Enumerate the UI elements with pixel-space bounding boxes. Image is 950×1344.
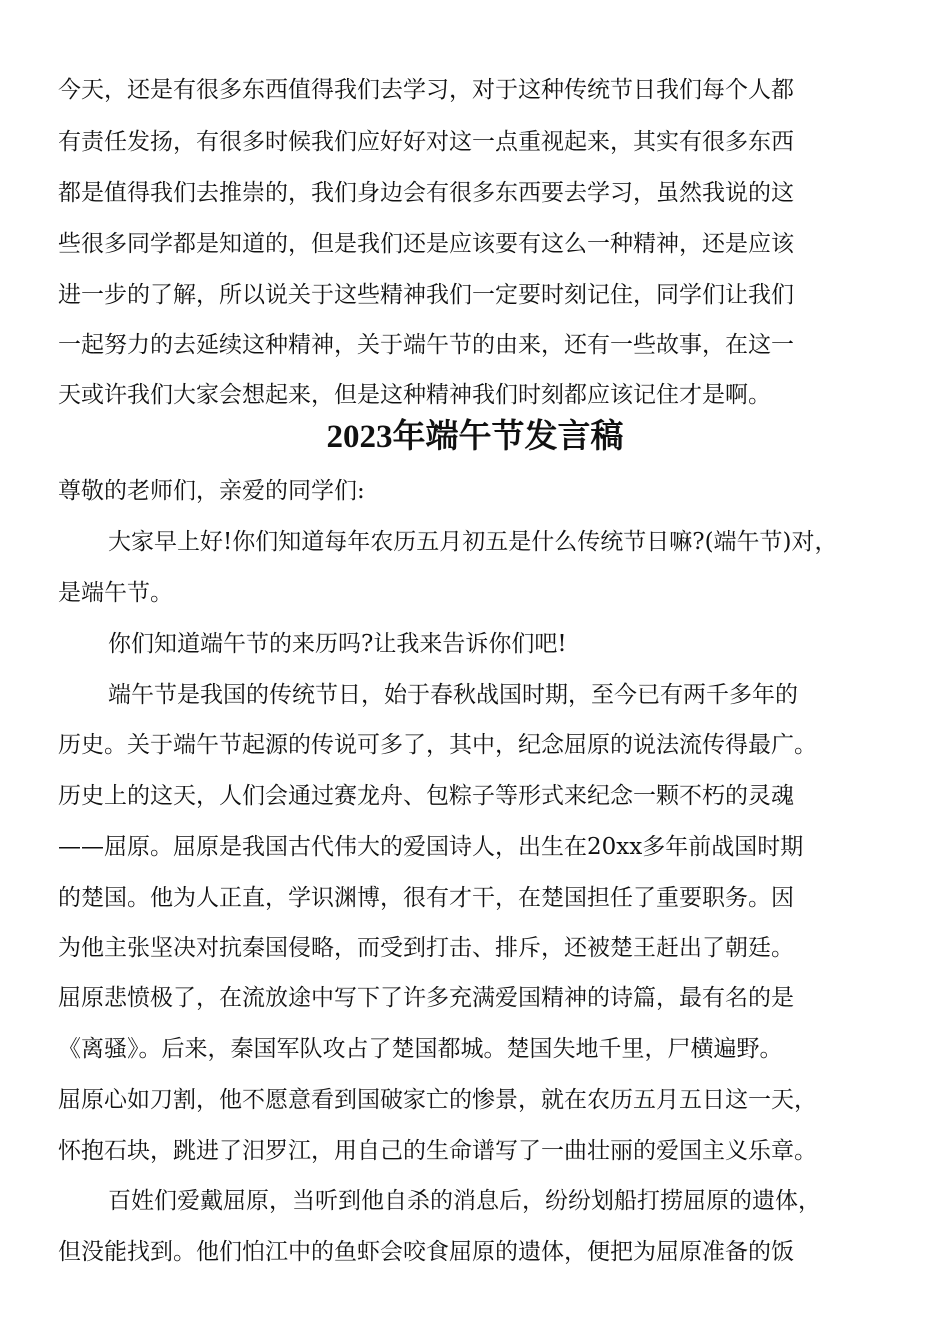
text-line: 天或许我们大家会想起来，但是这种精神我们时刻都应该记住才是啊。 [58,382,771,408]
text-line: 为他主张坚决对抗秦国侵略，而受到打击、排斥，还被楚王赶出了朝廷。 [58,935,794,961]
speech-title: 2023年端午节发言稿 [326,419,624,455]
text-line: 进一步的了解，所以说关于这些精神我们一定要时刻记住，同学们让我们 [58,282,794,308]
text-line: 都是值得我们去推崇的，我们身边会有很多东西要去学习，虽然我说的这 [58,180,794,206]
text-line: 百姓们爱戴屈原，当听到他自杀的消息后，纷纷划船打捞屈原的遗体， [108,1188,821,1214]
text-line: 今天，还是有很多东西值得我们去学习，对于这种传统节日我们每个人都 [58,77,794,103]
text-line: 历史。关于端午节起源的传说可多了，其中，纪念屈原的说法流传得最广。 [58,732,817,758]
text-line: 怀抱石块，跳进了汨罗江，用自己的生命谱写了一曲壮丽的爱国主义乐章。 [58,1138,817,1164]
text-line: 的楚国。他为人正直，学识渊博，很有才干，在楚国担任了重要职务。因 [58,885,794,911]
text-line: 些很多同学都是知道的，但是我们还是应该要有这么一种精神，还是应该 [58,231,794,257]
salutation: 尊敬的老师们，亲爱的同学们: [58,478,365,504]
text-line: 是端午节。 [58,580,173,606]
text-line: 你们知道端午节的来历吗?让我来告诉你们吧! [108,631,567,657]
text-line: ——屈原。屈原是我国古代伟大的爱国诗人，出生在20xx多年前战国时期 [58,834,804,860]
text-line: 屈原悲愤极了，在流放途中写下了许多充满爱国精神的诗篇，最有名的是 [58,985,794,1011]
text-line: 历史上的这天，人们会通过赛龙舟、包粽子等形式来纪念一颗不朽的灵魂 [58,783,794,809]
text-line: 一起努力的去延续这种精神，关于端午节的由来，还有一些故事，在这一 [58,332,794,358]
text-line: 有责任发扬，有很多时候我们应好好对这一点重视起来，其实有很多东西 [58,129,794,155]
text-line: 大家早上好!你们知道每年农历五月初五是什么传统节日嘛?(端午节)对， [108,529,838,555]
text-line: 端午节是我国的传统节日，始于春秋战国时期，至今已有两千多年的 [108,682,798,708]
text-line: 《离骚》。后来，秦国军队攻占了楚国都城。楚国失地千里，尸横遍野。 [58,1036,783,1062]
text-line: 屈原心如刀割，他不愿意看到国破家亡的惨景，就在农历五月五日这一天， [58,1087,817,1113]
text-line: 但没能找到。他们怕江中的鱼虾会咬食屈原的遗体，便把为屈原准备的饭 [58,1239,794,1265]
